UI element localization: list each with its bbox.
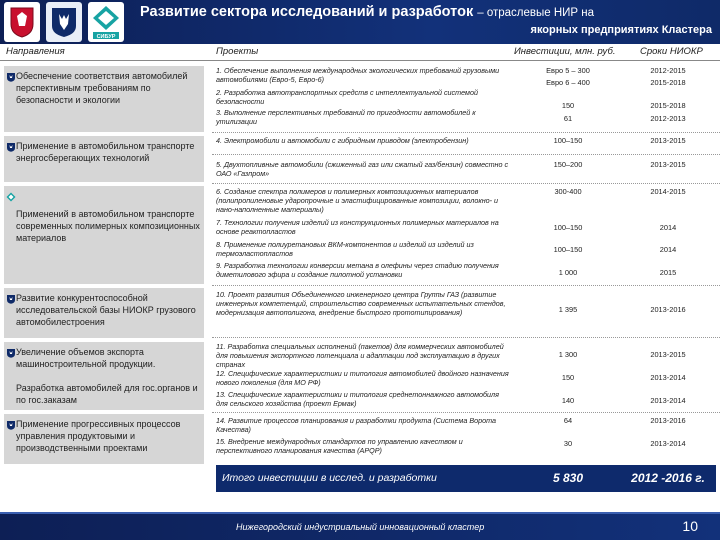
row-separator — [212, 154, 720, 155]
project-text: 5. Двухтопливные автомобили (сжиженный газ или сжатый газ/бензин) совместно с ОАО «Газпром» — [216, 160, 509, 178]
project-text: 15. Внедрение международных стандартов по управлению качеством и перспективного планирования качества (APQP) — [216, 437, 463, 455]
sibur-logo-text: СИБУР — [96, 34, 116, 40]
sibur-emblem-icon — [6, 192, 16, 202]
direction-label: Развитие конкурентоспособной исследовательской базы НИОКР грузового автомобилестроения — [16, 293, 196, 328]
investment-value: 150–200 — [553, 160, 583, 169]
direction-card — [4, 186, 204, 284]
term-value: 2013-2014 — [650, 373, 686, 382]
term-value: 2015 — [659, 268, 677, 277]
investment-value: 150 — [561, 101, 575, 110]
project-text: 11. Разработка специальных исполнений (пакетов) для коммерческих автомобилей для повышения экспортного потенциала и адаптации под эксплуатацию в других странах — [216, 342, 504, 369]
total-bar — [216, 465, 716, 492]
row-separator — [212, 337, 720, 338]
page-subtitle: якорных предприятиях Кластера — [530, 24, 712, 36]
investment-value: 150 — [561, 373, 575, 382]
row-separator — [212, 183, 720, 184]
direction-label: Применений в автомобильном транспорте современных полимерных композиционных материалов — [16, 209, 200, 244]
project-text: 13. Специфические характеристики и типология среднетоннажного автомобиля для сельского хозяйства (проект Ермак) — [216, 390, 499, 408]
term-value: 2013-2015 — [650, 350, 686, 359]
direction-label: Обеспечение соответствия автомобилей перспективным требованиям по безопасности и экологии — [16, 71, 188, 106]
term-value: 2014-2015 — [650, 187, 686, 196]
investment-value: 1 000 — [558, 268, 578, 277]
column-header-investments: Инвестиции, млн. руб. — [514, 46, 616, 57]
project-text: 1. Обеспечение выполнения международных экологических требований грузовыми автомобилями (Евро-5, Евро-6) — [216, 66, 500, 84]
investment-value: 100–150 — [553, 136, 583, 145]
page-title — [140, 4, 594, 20]
investment-value: 300-400 — [554, 187, 582, 196]
investment-value: 64 — [563, 416, 573, 425]
investment-value: Евро 6 – 400 — [546, 78, 590, 87]
project-text: 9. Разработка технологии конверсии метана в олефины через стадию получения диметилового эфира и создание пилотной установки — [216, 261, 499, 279]
direction-card — [4, 414, 204, 464]
project-text: 6. Создание спектра полимеров и полимерных композиционных материалов (полипропиленовые ударопрочные и эластифицированные композиции, волокно- и нано-наполненные материалы) — [216, 187, 499, 214]
gaz-emblem-icon — [6, 142, 16, 152]
direction-card — [4, 342, 204, 410]
investment-value: 1 395 — [558, 305, 578, 314]
investment-value: 1 300 — [558, 350, 578, 359]
term-value: 2015-2018 — [650, 78, 686, 87]
column-header-projects: Проекты — [216, 46, 259, 57]
term-value: 2014 — [659, 223, 677, 232]
term-value: 2013-2014 — [650, 439, 686, 448]
column-header-directions: Направления — [6, 46, 65, 57]
direction-label: Увеличение объемов экспорта машиностроительной продукции. — [16, 347, 156, 370]
gaz-emblem-icon — [6, 294, 16, 304]
header-bar — [0, 0, 720, 44]
investment-value: Евро 5 – 300 — [546, 66, 590, 75]
row-separator — [212, 412, 720, 413]
project-text: 7. Технологии получения изделий из конструкционных полимерных материалов на основе реактопластов — [216, 218, 499, 236]
investment-value: 100–150 — [553, 223, 583, 232]
investment-value: 100–150 — [553, 245, 583, 254]
logos — [4, 2, 124, 42]
direction-label: Применение в автомобильном транспорте энергосберегающих технологий — [16, 141, 195, 164]
header-divider — [0, 60, 720, 61]
direction-card — [4, 136, 204, 182]
gaz-emblem-icon — [6, 348, 16, 358]
project-text: 2. Разработка автотранспортных средств с интеллектуальной системой безопасности — [216, 88, 478, 106]
term-value: 2013-2015 — [650, 160, 686, 169]
direction-label-secondary: Разработка автомобилей для гос.органов и по гос.заказам — [16, 383, 198, 406]
project-text: 4. Электромобили и автомобили с гибридным приводом (электробензин) — [216, 136, 469, 145]
project-text: 8. Применение полиуретановых ВКМ-компонентов и изделий из изделий из термоэластопластов — [216, 240, 474, 258]
page-title-suffix: – отраслевые НИР на — [477, 7, 595, 19]
footer-text: Нижегородский индустриальный инновационный кластер — [236, 522, 485, 532]
row-separator — [212, 132, 720, 133]
gaz-emblem-icon — [6, 72, 16, 82]
region-crest-logo — [4, 2, 40, 42]
term-value: 2013-2016 — [650, 305, 686, 314]
term-value: 2015-2018 — [650, 101, 686, 110]
direction-card — [4, 66, 204, 132]
total-period: 2012 -2016 г. — [631, 471, 705, 485]
term-value: 2013-2016 — [650, 416, 686, 425]
project-text: 3. Выполнение перспективных требований по пригодности автомобилей к утилизации — [216, 108, 476, 126]
term-value: 2014 — [659, 245, 677, 254]
page-number: 10 — [682, 518, 698, 534]
total-label: Итого инвестиции в исслед. и разработки — [222, 472, 437, 484]
column-header-terms: Сроки НИОКР — [640, 46, 703, 57]
direction-label: Применение прогрессивных процессов управления продуктовыми и производственными проектами — [16, 419, 181, 454]
project-text: 10. Проект развития Объединенного инженерного центра Группы ГАЗ (развитие инженерных компетенций, строительство современных испытательных стендов, модернизация автополигона, внедрение быстрого прототипирования) — [216, 290, 506, 317]
investment-value: 61 — [563, 114, 573, 123]
direction-card — [4, 288, 204, 338]
footer-bar — [0, 514, 720, 540]
gaz-deer-logo — [46, 2, 82, 42]
investment-value: 30 — [563, 439, 573, 448]
term-value: 2012-2013 — [650, 114, 686, 123]
project-text: 14. Развитие процессов планирования и разработки продукта (Система Ворота Качества) — [216, 416, 497, 434]
gaz-emblem-icon — [6, 420, 16, 430]
total-value: 5 830 — [552, 471, 584, 485]
term-value: 2013-2014 — [650, 396, 686, 405]
row-separator — [212, 285, 720, 286]
term-value: 2013-2015 — [650, 136, 686, 145]
page-title-main: Развитие сектора исследований и разработок — [140, 4, 474, 20]
investment-value: 140 — [561, 396, 575, 405]
project-text: 12. Специфические характеристики и типология автомобилей двойного назначения нового поколения (для МО РФ) — [216, 369, 509, 387]
term-value: 2012-2015 — [650, 66, 686, 75]
sibur-logo — [88, 2, 124, 42]
